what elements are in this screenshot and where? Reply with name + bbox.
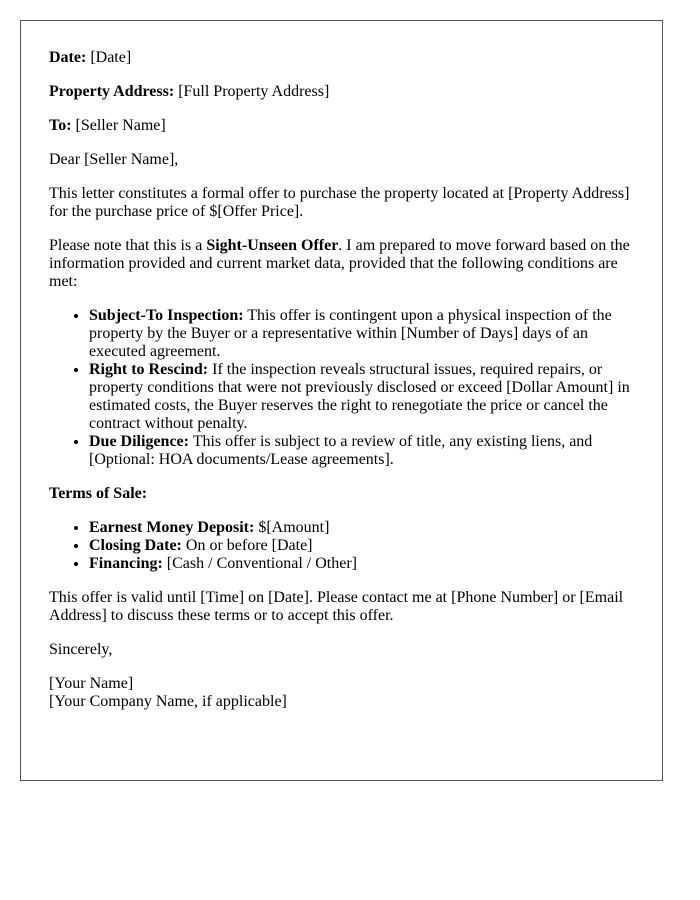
property-address-line: Property Address: [Full Property Address] <box>49 83 330 100</box>
closing: Sincerely, <box>49 641 113 658</box>
list-item: • Earnest Money Deposit: $[Amount] <box>89 519 634 537</box>
signature-block: [Your Name] [Your Company Name, if applicable] <box>49 675 287 710</box>
list-item: • Financing: [Cash / Conventional / Other] <box>89 555 634 573</box>
offer-letter <box>20 20 663 781</box>
list-item: • Subject-To Inspection: This offer is contingent upon a physical inspection of the property by the Buyer or a representative within [Number of Days] days of an executed agreement. <box>89 307 634 361</box>
validity-paragraph: This offer is valid until [Time] on [Date]. Please contact me at [Phone Number] or [Email Address] to discuss these terms or to accept this offer. <box>49 589 624 624</box>
intro-paragraph: This letter constitutes a formal offer to purchase the property located at [Property Address] for the purchase price of $[Offer Price]. <box>49 185 630 220</box>
salutation: Dear [Seller Name], <box>49 151 179 168</box>
recipient-line: To: [Seller Name] <box>49 117 166 134</box>
note-paragraph: Please note that this is a Sight-Unseen Offer. I am prepared to move forward based on the information provided and current market data, provided that the following conditions are met: <box>49 237 630 290</box>
terms-list <box>49 519 634 573</box>
list-item: • Due Diligence: This offer is subject to a review of title, any existing liens, and [Optional: HOA documents/Lease agreements]. <box>89 433 634 469</box>
terms-heading: Terms of Sale: <box>49 485 148 502</box>
date-line: Date: [Date] <box>49 49 132 66</box>
conditions-list <box>49 307 634 469</box>
list-item: • Closing Date: On or before [Date] <box>89 537 634 555</box>
list-item: • Right to Rescind: If the inspection reveals structural issues, required repairs, or property conditions that were not previously disclosed or exceed [Dollar Amount] in estimated costs, the Buyer reserves the right to renegotiate the price or cancel the contract without penalty. <box>89 361 634 433</box>
